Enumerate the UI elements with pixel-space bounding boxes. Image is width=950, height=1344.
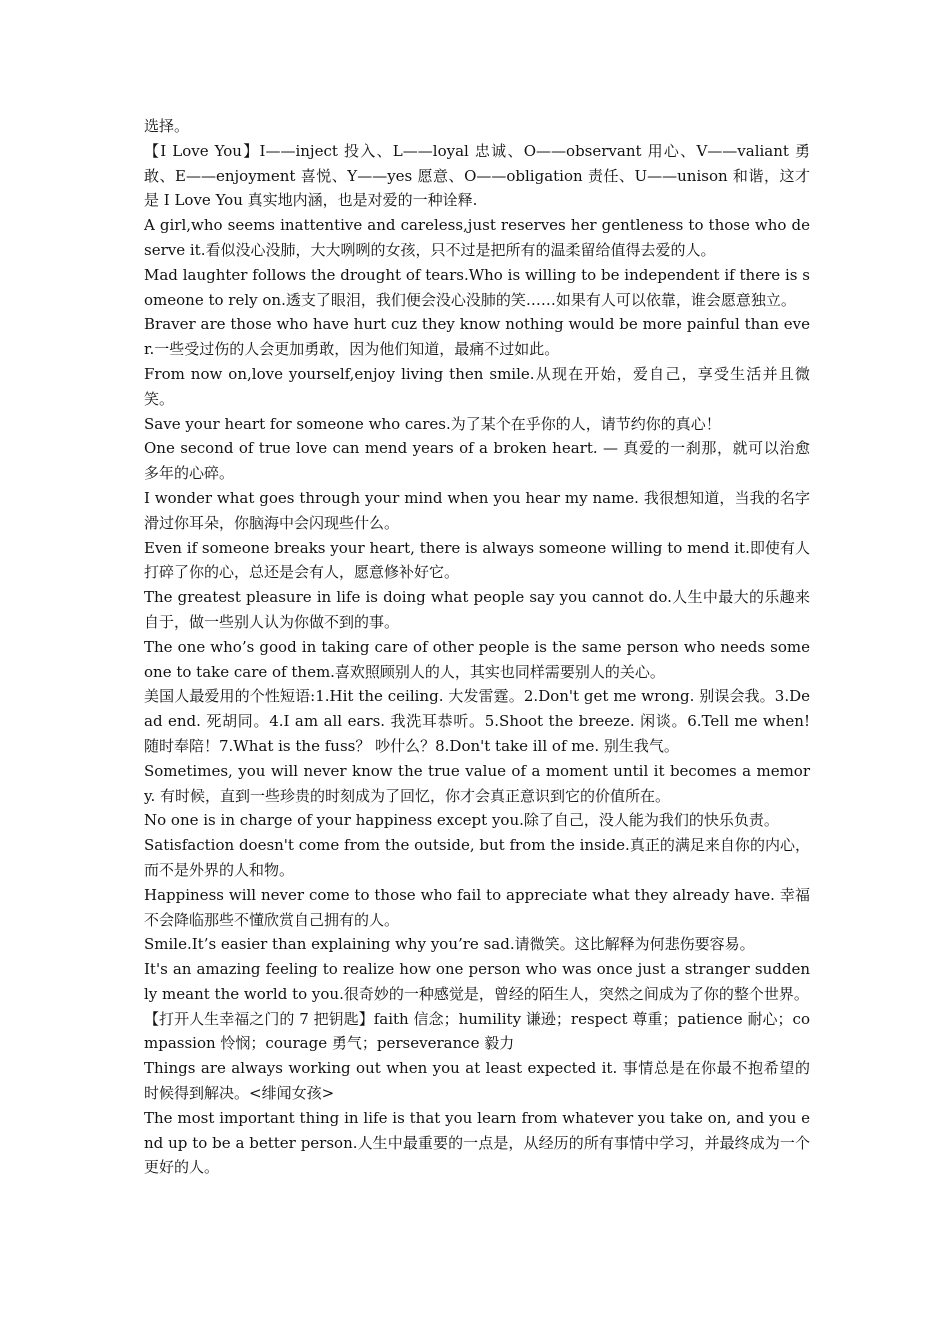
paragraph-11: The greatest pleasure in life is doing what people say you cannot do.人生中最大的乐趣来自于，做一些别人认为你做不到的事。	[144, 588, 810, 631]
paragraph-12: The one who’s good in taking care of other people is the same person who needs someone to take care of them.喜欢照顾别人的人，其实也同样需要别人的关心。	[144, 637, 810, 681]
paragraph-20: 【打开人生幸福之门的 7 把钥匙】faith 信念；humility 谦逊；respect 尊重；patience 耐心；compassion 怜悯；courage 勇气；perseverance 毅力	[144, 1009, 810, 1053]
paragraph-17: Happiness will never come to those who fail to appreciate what they already have. 幸福不会降临那些不懂欣赏自己拥有的人。	[144, 885, 810, 929]
paragraph-10: Even if someone breaks your heart, there is always someone willing to mend it.即使有人打碎了你的心，总还是会有人，愿意修补好它。	[144, 538, 810, 582]
paragraph-2: 【I Love You】I——inject 投入、L——loyal 忠诚、O——observant 用心、V——valiant 勇敢、E——enjoyment 喜悦、Y——yes 愿意、O——obligation 责任、U——unison 和谐，这才是 I Love You 真实地内涵，也是对爱的一种诠释.	[144, 141, 810, 210]
document-body	[144, 114, 810, 1180]
paragraph-3: A girl,who seems inattentive and careless,just reserves her gentleness to those who deserve it.看似没心没肺，大大咧咧的女孩，只不过是把所有的温柔留给值得去爱的人。	[144, 216, 810, 259]
paragraph-5: Braver are those who have hurt cuz they know nothing would be more painful than ever.一些受过伤的人会更加勇敢，因为他们知道，最痛不过如此。	[144, 315, 810, 359]
paragraph-18: Smile.It’s easier than explaining why you’re sad.请微笑。这比解释为何悲伤要容易。	[144, 935, 755, 954]
paragraph-13: 美国人最爱用的个性短语:1.Hit the ceiling. 大发雷霆。2.Don't get me wrong. 别误会我。3.Dead end. 死胡同。4.I am all ears. 我洗耳恭听。5.Shoot the breeze. 闲谈。6.Tell me when! 随时奉陪！7.What is the fuss？ 吵什么？8.Don't take ill of me. 别生我气。	[144, 687, 810, 755]
paragraph-7: Save your heart for someone who cares.为了某个在乎你的人，请节约你的真心！	[144, 414, 721, 433]
paragraph-6: From now on,love yourself,enjoy living then smile.从现在开始，爱自己，享受生活并且微笑。	[144, 364, 810, 408]
paragraph-14: Sometimes, you will never know the true value of a moment until it becomes a memory. 有时候，直到一些珍贵的时刻成为了回忆，你才会真正意识到它的价值所在。	[144, 761, 810, 805]
paragraph-4: Mad laughter follows the drought of tears.Who is willing to be independent if there is someone to rely on.透支了眼泪，我们便会没心没肺的笑……如果有人可以依靠，谁会愿意独立。	[144, 265, 810, 309]
paragraph-1: 选择。	[144, 117, 190, 135]
paragraph-9: I wonder what goes through your mind when you hear my name. 我很想知道，当我的名字滑过你耳朵，你脑海中会闪现些什么。	[144, 488, 810, 532]
paragraph-19: It's an amazing feeling to realize how one person who was once just a stranger suddenly meant the world to you.很奇妙的一种感觉是，曾经的陌生人，突然之间成为了你的整个世界。	[144, 960, 810, 1003]
paragraph-16: Satisfaction doesn't come from the outside, but from the inside.真正的满足来自你的内心，而不是外界的人和物。	[144, 836, 810, 879]
paragraph-15: No one is in charge of your happiness except you.除了自己，没人能为我们的快乐负责。	[144, 811, 779, 830]
paragraph-21: Things are always working out when you at least expected it. 事情总是在你最不抱希望的时候得到解决。<绯闻女孩>	[144, 1059, 810, 1103]
paragraph-8: One second of true love can mend years of a broken heart. — 真爱的一刹那，就可以治愈多年的心碎。	[144, 439, 810, 483]
paragraph-22: The most important thing in life is that you learn from whatever you take on, and you end up to be a better person.人生中最重要的一点是，从经历的所有事情中学习，并最终成为一个更好的人。	[144, 1108, 810, 1177]
